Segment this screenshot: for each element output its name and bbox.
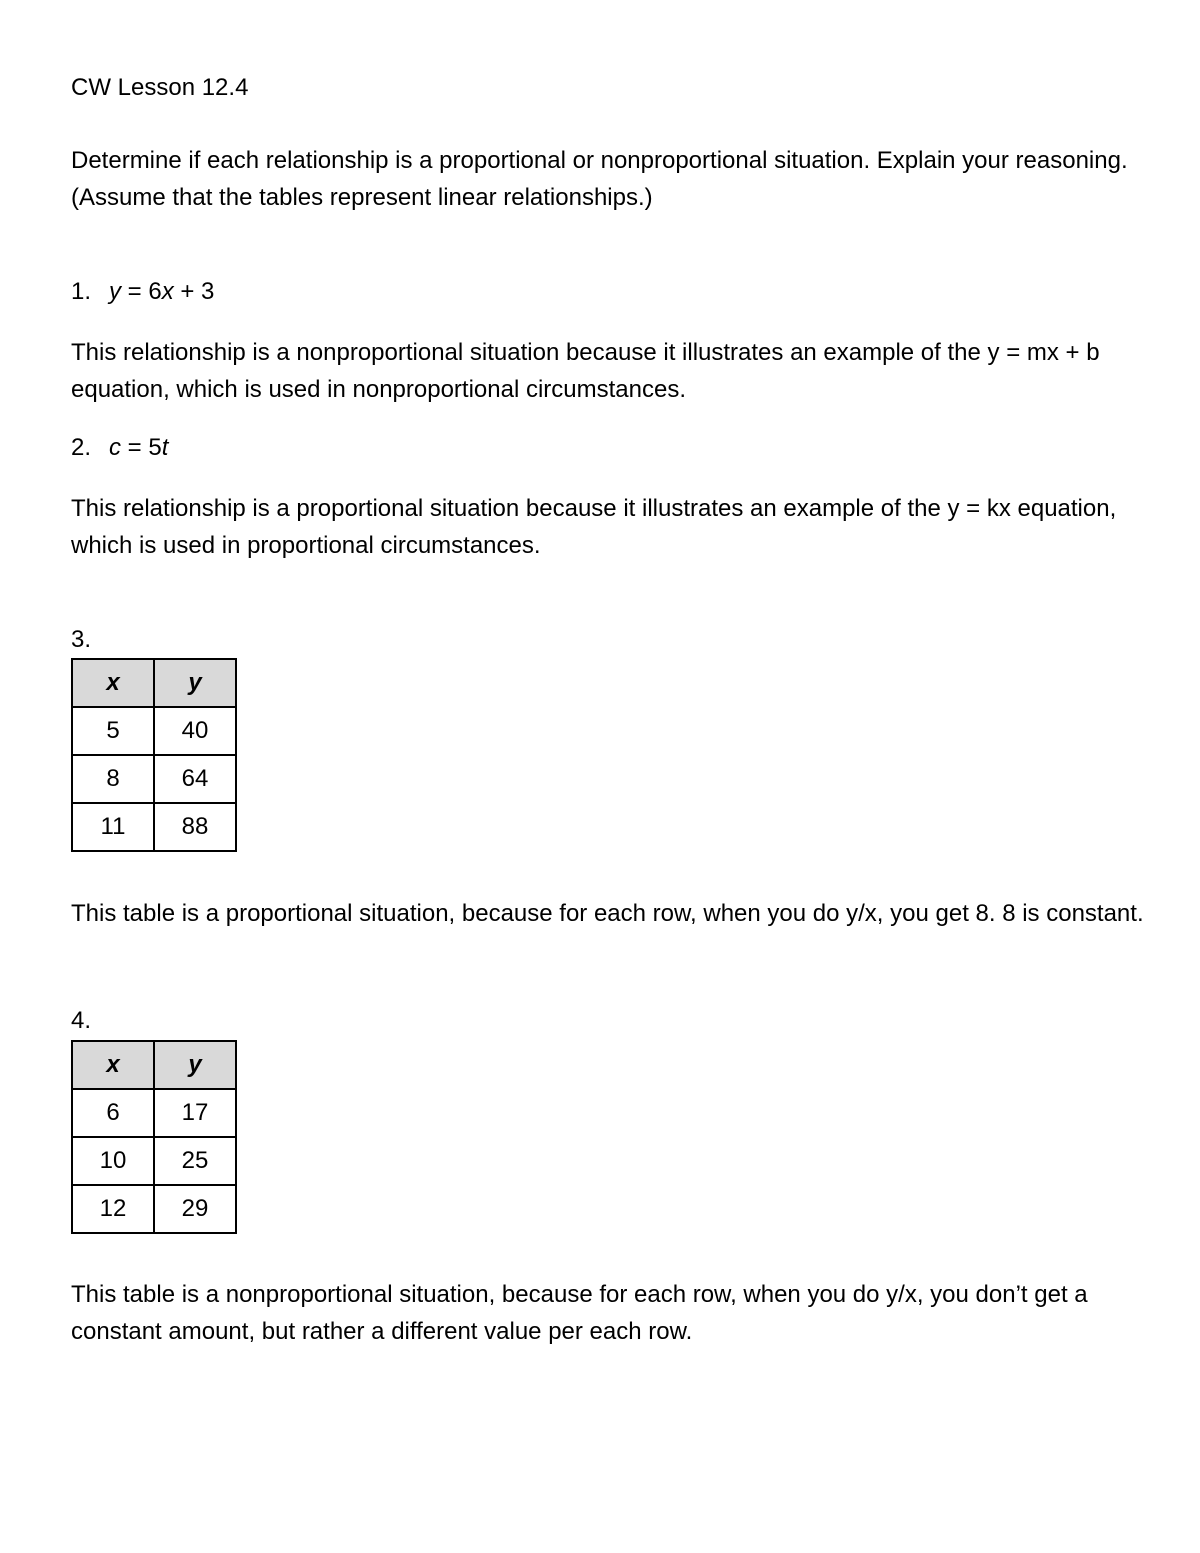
problem-4-number: 4.	[71, 1007, 92, 1034]
table-cell: 17	[154, 1089, 236, 1137]
problem-3-table	[71, 658, 237, 852]
problem-3-number: 3.	[71, 626, 92, 653]
table-header-row	[72, 659, 236, 707]
problem-3-answer: This table is a proportional situation, because for each row, when you do y/x, you get 8. 8 is constant.	[71, 900, 1144, 927]
table-row	[72, 707, 236, 755]
table-header-x: x	[72, 1041, 154, 1089]
table-cell: 5	[72, 707, 154, 755]
table-row	[72, 1185, 236, 1233]
table-header-y: y	[154, 659, 236, 707]
problem-1-number: 1.	[71, 278, 92, 305]
problem-4-answer: This table is a nonproportional situation, because for each row, when you do y/x, you don’t get a constant amount, but rather a different value per each row.	[71, 1281, 1088, 1345]
problem-4-table	[71, 1040, 237, 1234]
problem-2-number: 2.	[71, 434, 92, 461]
table-cell: 8	[72, 755, 154, 803]
table-cell: 25	[154, 1137, 236, 1185]
table-cell: 64	[154, 755, 236, 803]
table-header-x: x	[72, 659, 154, 707]
table-row	[72, 803, 236, 851]
table-header-y: y	[154, 1041, 236, 1089]
table-header-row	[72, 1041, 236, 1089]
table-cell: 88	[154, 803, 236, 851]
problem-1-answer: This relationship is a nonproportional situation because it illustrates an example of the y = mx + b equation, which is used in nonproportional circumstances.	[71, 339, 1100, 403]
table-cell: 10	[72, 1137, 154, 1185]
table-row	[72, 755, 236, 803]
page-title: CW Lesson 12.4	[71, 74, 249, 101]
problem-1-equation: 1. y = 6x + 3	[71, 274, 214, 310]
problem-2-equation: 2. c = 5t	[71, 430, 168, 466]
instructions: Determine if each relationship is a proportional or nonproportional situation. Explain your reasoning. (Assume that the tables represent linear relationships.)	[71, 147, 1128, 211]
table-row	[72, 1137, 236, 1185]
problem-2-answer: This relationship is a proportional situation because it illustrates an example of the y = kx equation, which is used in proportional circumstances.	[71, 495, 1117, 559]
table-row	[72, 1089, 236, 1137]
table-cell: 11	[72, 803, 154, 851]
table-cell: 29	[154, 1185, 236, 1233]
table-cell: 6	[72, 1089, 154, 1137]
table-cell: 12	[72, 1185, 154, 1233]
table-cell: 40	[154, 707, 236, 755]
